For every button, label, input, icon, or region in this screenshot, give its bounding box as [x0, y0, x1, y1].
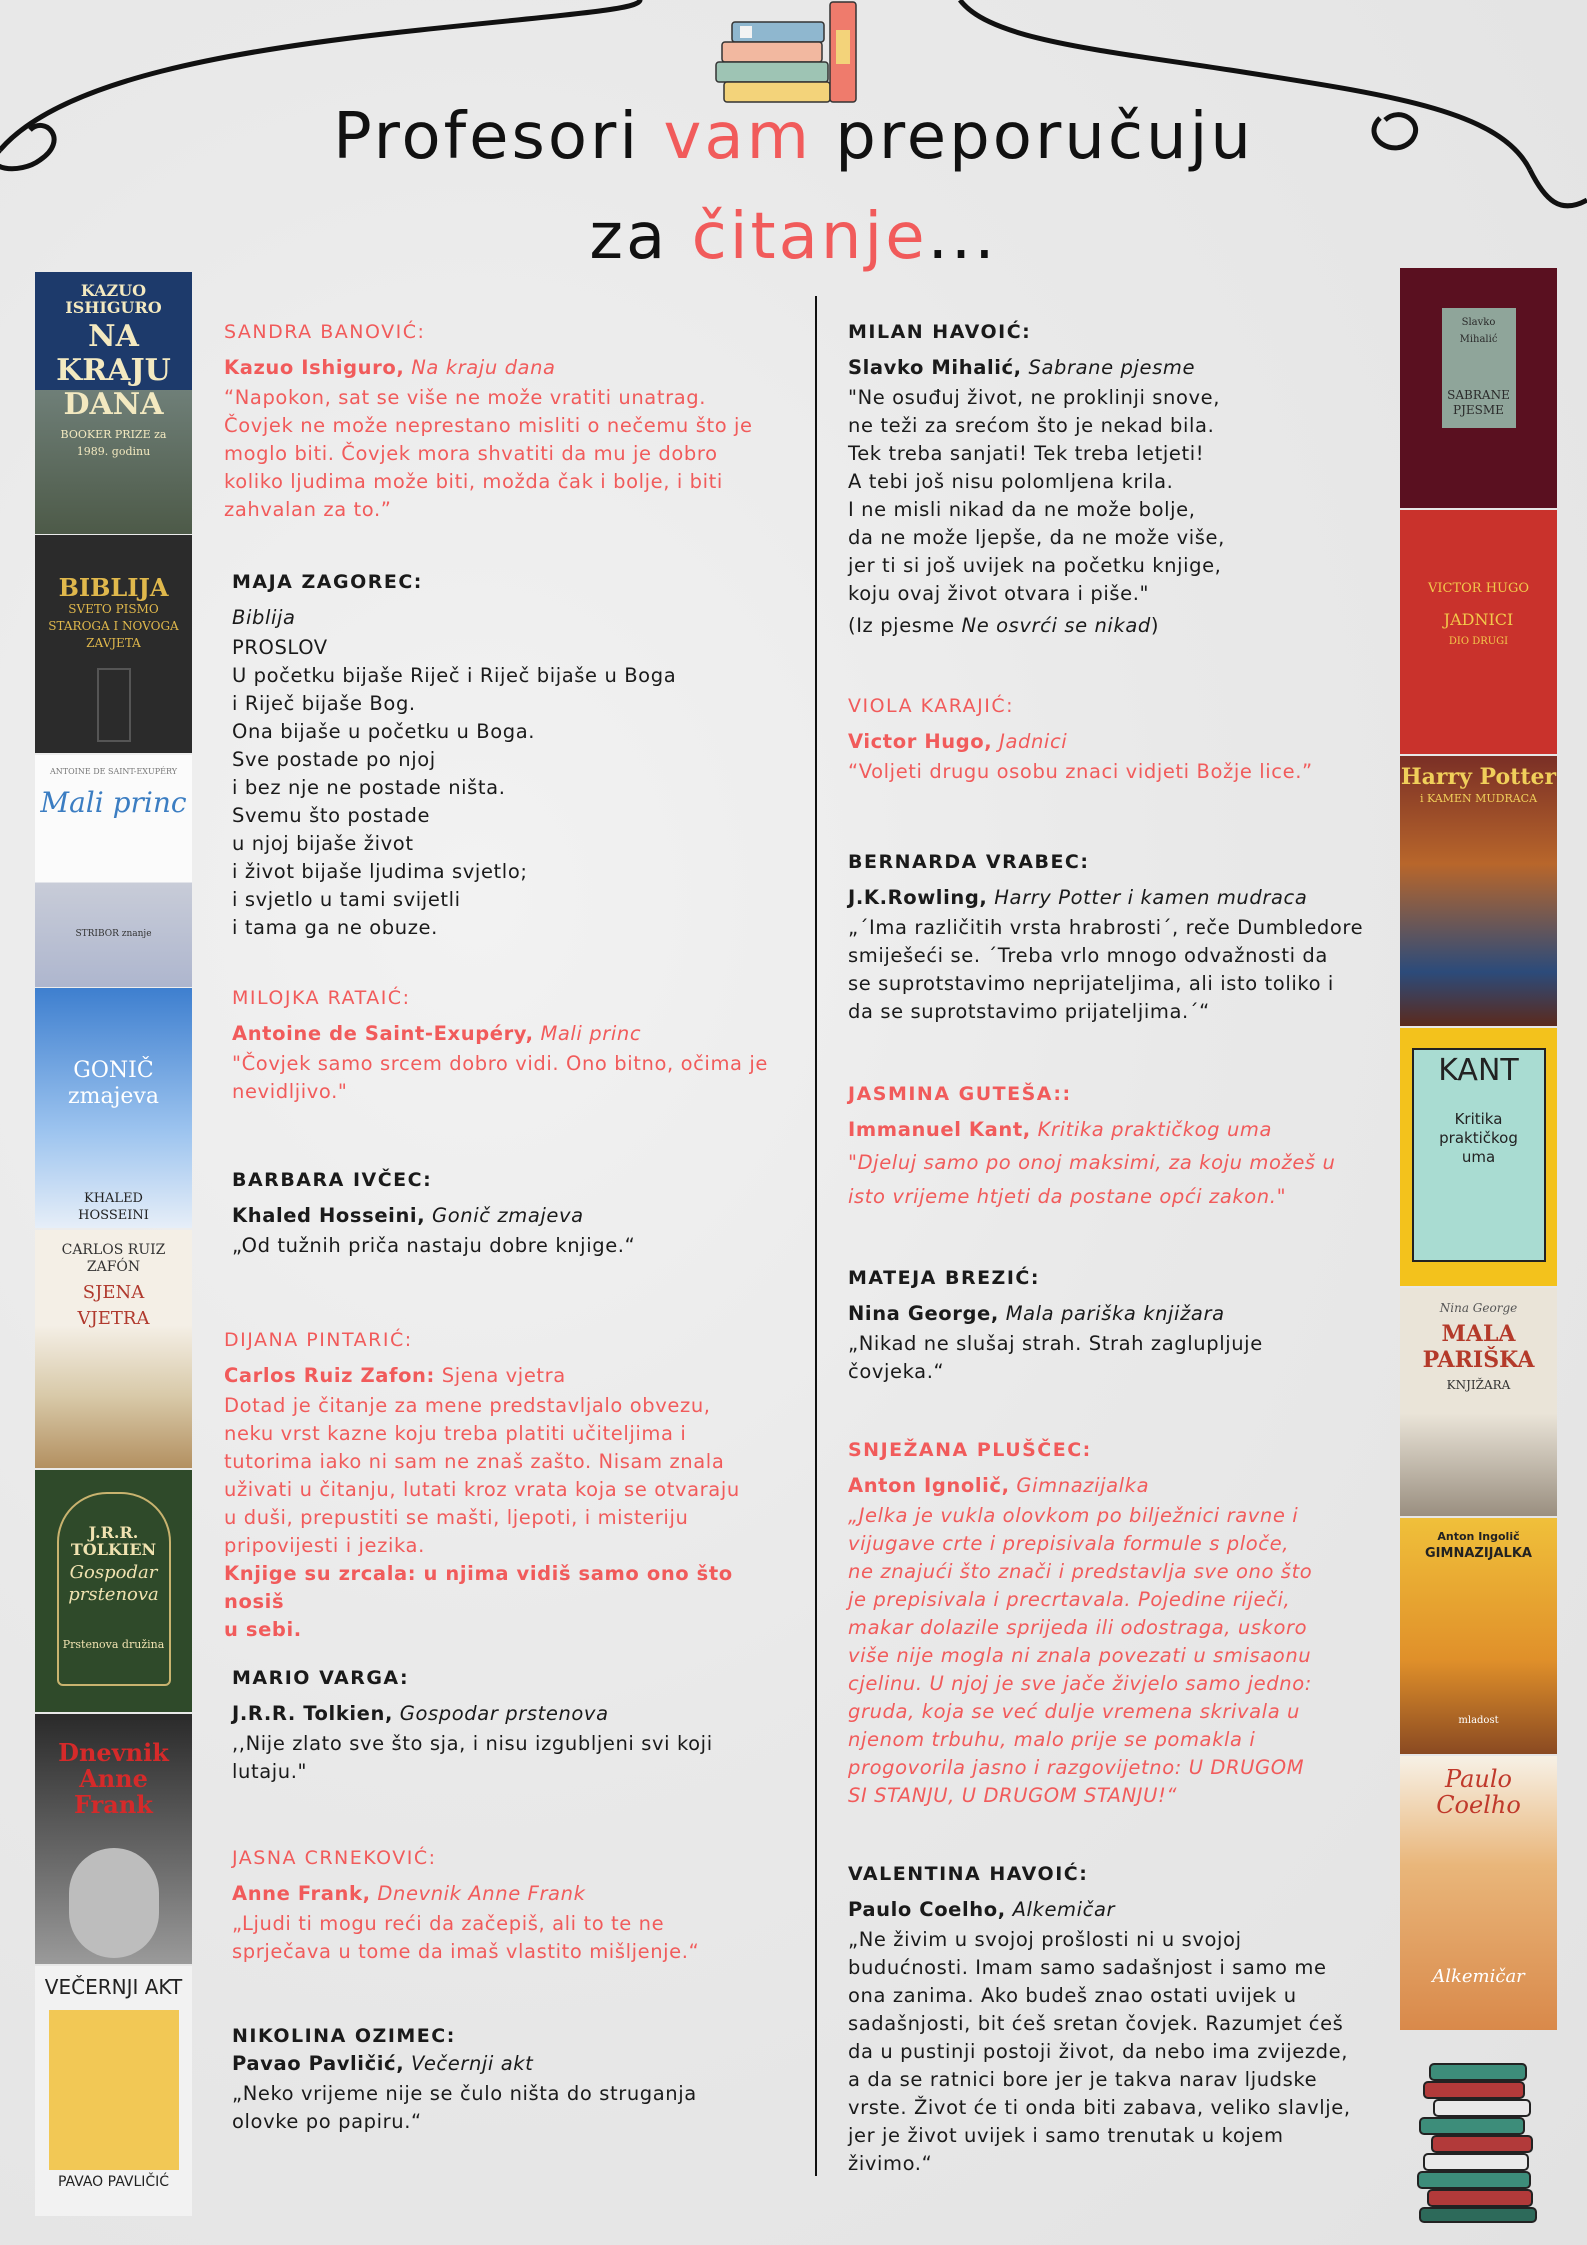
- entry-dijana-pintaric: DIJANA PINTARIĆ: Carlos Ruiz Zafon: Sjena vjetra Dotad je čitanje za mene predstavljalo obvezu, neku vrst kazne koju treba platiti učiteljima i tutorima iako ni sam ne znaš zašto. Nisam znala uživati u čitanju, lutati kroz vrata koja se otvaraju u duši, prepustiti se mašti, ljepoti, i misteriju pripovijesti i jezika. Knjige su zrcala: u njima vidiš samo ono što nosiš u sebi.: [224, 1329, 740, 1641]
- book-cover-gonic-zmajeva: GONIČ zmajeva KHALED HOSSEINI: [35, 988, 192, 1228]
- column-divider: [815, 296, 817, 2176]
- entry-nikolina-ozimec: NIKOLINA OZIMEC: Pavao Pavličić, Večernji akt „Neko vrijeme nije se čulo ništa do struganja olovke po papiru.“: [232, 2025, 697, 2133]
- entry-sandra-banovic: SANDRA BANOVIĆ: Kazuo Ishiguro, Na kraju dana “Napokon, sat se više ne može vratiti unatrag. Čovjek ne može neprestano misliti o nečemu što je moglo biti. Čovjek mora shvatiti da mu je dobro koliko ljudima može biti, možda čak i bolje, i biti zahvalan za to.”: [224, 321, 753, 521]
- book-cover-vecernji-akt: VEČERNJI AKT PAVAO PAVLIČIĆ: [35, 1966, 192, 2216]
- entry-jasna-crnekovic: JASNA CRNEKOVIĆ: Anne Frank, Dnevnik Anne Frank „Ljudi ti mogu reći da začepiš, ali to te ne sprječava u tome da imaš vlastito mišljenje.“: [232, 1847, 700, 1963]
- book-cover-harry-potter: Harry Potter i KAMEN MUDRACA: [1400, 756, 1557, 1026]
- book-cover-sabrane-pjesme: Slavko Mihalić SABRANE PJESME: [1400, 268, 1557, 508]
- book-cover-mala-pariska-knjizara: Nina George MALA PARIŠKA KNJIŽARA: [1400, 1288, 1557, 1516]
- entry-maja-zagorec: MAJA ZAGOREC: Biblija PROSLOV U početku bijaše Riječ i Riječ bijaše u Boga i Riječ bijaše Bog. Ona bijaše u početku u Boga. Sve postade po njoj i bez nje ne postade ništa. Svemu što postade u njoj bijaše život i život bijaše ljudima svjetlo; i svjetlo u tami svijetli i tama ga ne obuze.: [232, 571, 677, 939]
- book-cover-biblija: BIBLIJA SVETO PISMO STAROGA I NOVOGA ZAVJETA: [35, 535, 192, 753]
- book-cover-gimnazijalka: Anton Ingolič GIMNAZIJALKA mladost: [1400, 1518, 1557, 1754]
- entry-bernarda-vrabec: BERNARDA VRABEC: J.K.Rowling, Harry Potter i kamen mudraca „´Ima različitih vrsta hrabrosti´, reče Dumbledore smiješeći se. ´Treba vrlo mnogo odvažnosti da se suprotstavimo neprijateljima, ali isto toliko i da se suprotstavimo prijateljima.´“: [848, 851, 1364, 1023]
- book-cover-sjena-vjetra: CARLOS RUIZ ZAFÓN SJENA VJETRA: [35, 1230, 192, 1468]
- book-cover-na-kraju-dana: KAZUO ISHIGURO NA KRAJU DANA BOOKER PRIZE za 1989. godinu: [35, 272, 192, 534]
- book-cover-jadnici: VICTOR HUGO JADNICI DIO DRUGI: [1400, 510, 1557, 754]
- entry-barbara-ivcec: BARBARA IVČEC: Khaled Hosseini, Gonič zmajeva „Od tužnih priča nastaju dobre knjige.“: [232, 1169, 636, 1257]
- entry-viola-karajic: VIOLA KARAJIĆ: Victor Hugo, Jadnici “Voljeti drugu osobu znaci vidjeti Božje lice.”: [848, 695, 1313, 783]
- entry-valentina-havoic: VALENTINA HAVOIĆ: Paulo Coelho, Alkemičar „Ne živim u svojoj prošlosti ni u svojoj budućnosti. Imam samo sadašnjost i samo me ona zanima. Ako budeš znao ostati uvijek u sadašnjosti, bit ćeš sretan čovjek. Razumjet ćeš da u pustinji postoji život, da nebo ima zvijezde, a da se ratnici bore jer je takva narav ljudske vrste. Život će ti onda biti zabava, veliko slavlje, jer je život uvijek i samo trenutak u kojem živimo.“: [848, 1863, 1351, 2175]
- book-cover-mali-princ: ANTOINE DE SAINT-EXUPÉRY Mali princ STRIBOR znanje: [35, 755, 192, 987]
- page-title-line-1: Profesori vam preporučuju: [333, 100, 1254, 174]
- entry-milojka-rataic: MILOJKA RATAIĆ: Antoine de Saint-Exupéry, Mali princ "Čovjek samo srcem dobro vidi. Ono bitno, očima je nevidljivo.": [232, 987, 768, 1103]
- entry-snjezana-pluscec: SNJEŽANA PLUŠČEC: Anton Ignolič, Gimnazijalka „Jelka je vukla olovkom po bilježnici ravne i vijugave crte i prepisivala formule s ploče, ne znajući što znači i predstavlja sve ono što je prepisivala i precrtavala. Pojedine riječi, makar dolazile sprijeda ili odostraga, uskoro više nije mogla ni znala povezati u smisaonu cjelinu. U njoj je sve jače živjelo samo jedno: gruda, koja se već dulje vremena skrivala u njenom trbuhu, malo prije se pomakla i progovorila jasno i razgovijetno: U DRUGOM SI STANJU, U DRUGOM STANJU!“: [848, 1439, 1313, 1807]
- page-title-line-2: za čitanje...: [589, 200, 998, 274]
- entry-mario-varga: MARIO VARGA: J.R.R. Tolkien, Gospodar prstenova ,,Nije zlato sve što sja, i nisu izgubljeni svi koji lutaju.": [232, 1667, 713, 1783]
- entry-jasmina-gutesa: JASMINA GUTEŠA:: Immanuel Kant, Kritika praktičkog uma "Djeluj samo po onoj maksimi, za koju možeš u isto vrijeme htjeti da postane opći zakon.": [848, 1083, 1336, 1208]
- books-stack-icon-bottom: [1410, 2060, 1560, 2225]
- book-cover-kritika-praktickog-uma: KANT Kritika praktičkog uma: [1400, 1028, 1557, 1286]
- entry-mateja-brezic: MATEJA BREZIĆ: Nina George, Mala pariška knjižara „Nikad ne slušaj strah. Strah zaglupljuje čovjeka.“: [848, 1267, 1263, 1383]
- book-cover-dnevnik-anne-frank: Dnevnik Anne Frank: [35, 1714, 192, 1964]
- entry-milan-havoic: MILAN HAVOIĆ: Slavko Mihalić, Sabrane pjesme "Ne osuđuj život, ne proklinji snove, ne teži za srećom što je nekad bila. Tek treba sanjati! Tek treba letjeti! A tebi još nisu polomljena krila. I ne misli nikad da ne može bolje, da ne može ljepše, da ne može više, jer ti si još uvijek na početku knjige, koju ovaj život otvara i piše." (Iz pjesme Ne osvrći se nikad): [848, 321, 1225, 637]
- book-cover-alkemicar: Paulo Coelho Alkemičar: [1400, 1756, 1557, 2030]
- books-stack-icon: [712, 0, 872, 105]
- book-cover-gospodar-prstenova: J.R.R. TOLKIEN Gospodar prstenova Prstenova družina: [35, 1470, 192, 1712]
